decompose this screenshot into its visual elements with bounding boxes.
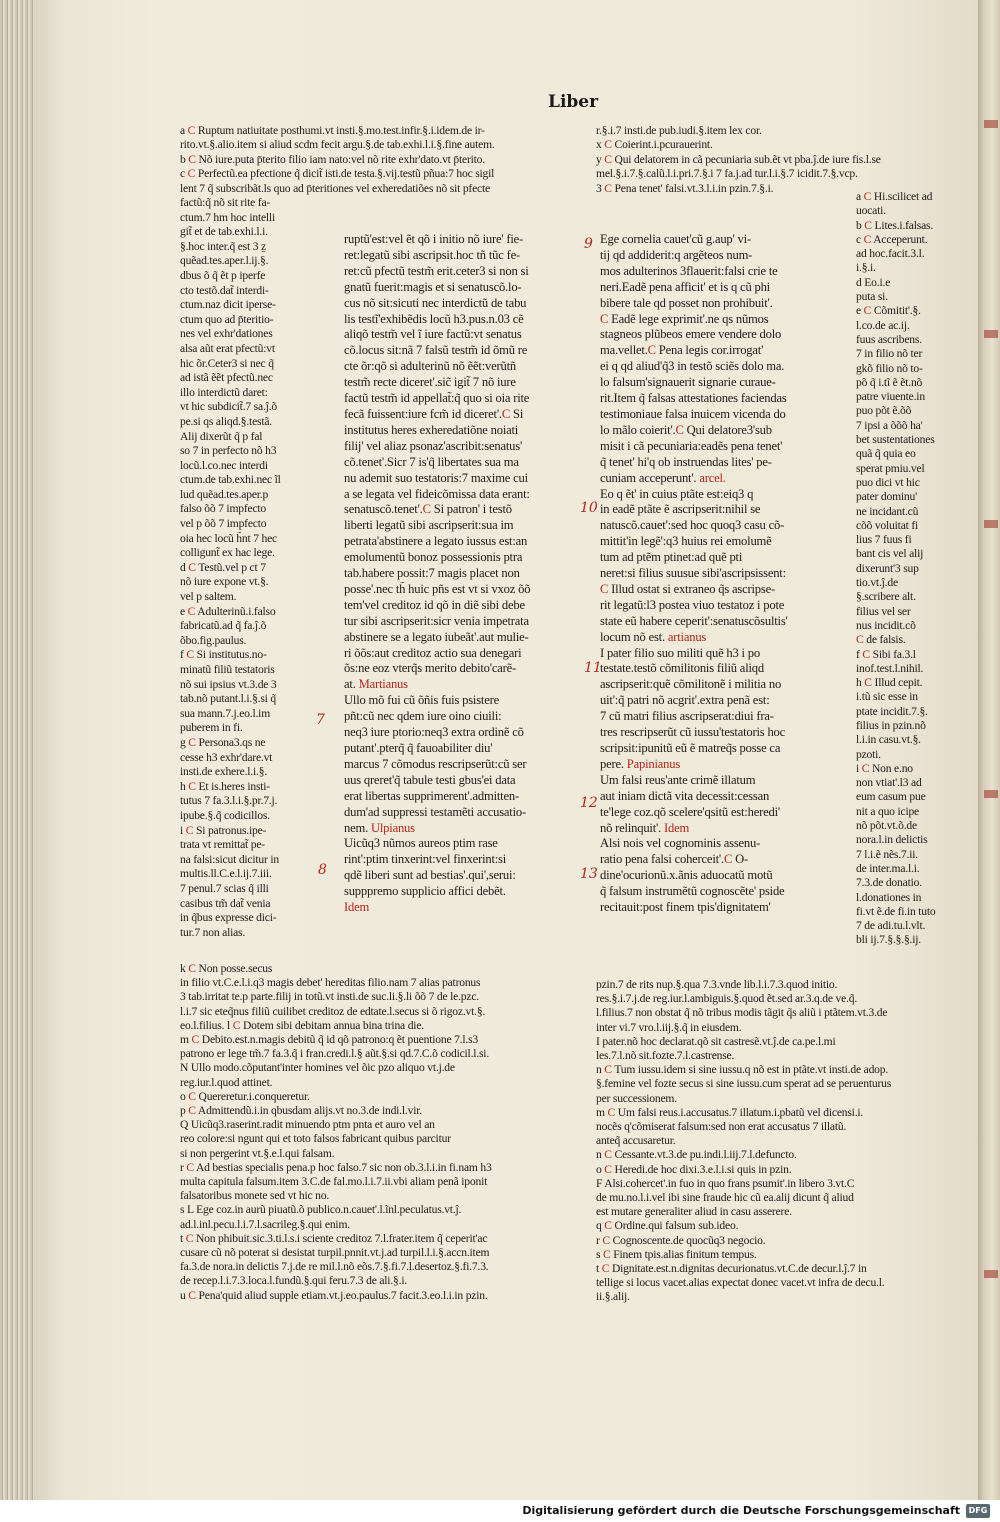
gloss-line: na falsi:sicut dicitur in: [180, 852, 279, 866]
gloss-line: ctum.7 hm hoc intelli: [180, 210, 275, 224]
gloss-line: anteq̃ accusaretur.: [596, 1134, 676, 1148]
gloss-line: tellige si locus vacet.alias expectat donec vacet.vt infra de decu.l.: [596, 1276, 885, 1290]
law-number: 7: [316, 712, 325, 728]
gloss-line: õbo.fig.paulus.: [180, 633, 247, 647]
law-number: 10: [580, 500, 598, 516]
text-line: qdẽ liberi sunt ad bestias'.qui',serui:: [344, 868, 516, 883]
digitization-footer: [0, 1500, 1000, 1522]
text-line: tres rescripserũt cũ iussu'testatoris hoc: [600, 725, 786, 740]
gloss-line: res.§.i.7.j.de reg.iur.l.ambiguis.§.quod ẽt.sed ar.3.q.de ve.q̃.: [596, 992, 858, 1006]
gloss-line: reg.iur.l.quod attinet.: [180, 1075, 273, 1089]
text-line: Alsi nois vel cognominis assenu-: [600, 836, 761, 851]
gloss-line: puberem in fi.: [180, 721, 243, 735]
gloss-line: c C Acceperunt.: [856, 232, 928, 246]
gloss-line: colligunt̃ ex hac lege.: [180, 546, 275, 560]
gloss-line: ii.§.alij.: [596, 1290, 630, 1304]
text-line: cus nõ sit:sicuti nec interdictũ de tabu: [344, 295, 527, 310]
text-line: rit legatũ:l3 postea viuo testatoz i pote: [600, 597, 785, 612]
text-line: ret:legatũ sibi ascripsit.hoc tñ tũc fe-: [344, 247, 520, 262]
gloss-line: g C Persona3.qs ne: [180, 735, 266, 749]
gloss-line: in q̃bus expresse dici-: [180, 911, 277, 925]
gloss-line: 7 ipsi a õõõ ha': [856, 418, 923, 432]
text-line: tur sibi ascripserit:sicr venia impetrata: [344, 613, 529, 628]
gloss-line: vel p õõ 7 impfecto: [180, 517, 267, 531]
text-line: uit':q̃ patri nõ acgrit'.extra penã est:: [600, 693, 770, 708]
gloss-line: u C Pena'quid aliud supple etiam.vt.j.eo.paulus.7 facit.3.eo.l.i.in pzin.: [180, 1288, 488, 1302]
text-line: q̃ falsum instrumẽtũ cognoscẽte' pside: [600, 884, 785, 899]
gloss-left-narrow: [180, 196, 310, 940]
gloss-line: §.scribere alt.: [856, 590, 916, 604]
gloss-line: h C Illud cepit.: [856, 676, 923, 690]
text-line: testate.testõ cõmilitonis filiũ aliqd: [600, 661, 764, 676]
gloss-line: i.§.i.: [856, 261, 876, 275]
gloss-line: d Eo.i.e: [856, 275, 891, 289]
gloss-line: les.7.l.nõ sit.fozte.7.l.castrense.: [596, 1049, 735, 1063]
gloss-line: falsatoribus monete sed vt hic no.: [180, 1189, 330, 1203]
gloss-line: §.hoc inter.q̃ est 3 ẕ: [180, 239, 266, 253]
gloss-bottom-left: [180, 962, 576, 1303]
gloss-line: sua mann.7.j.eo.l.im: [180, 706, 271, 720]
gloss-line: d C Testũ.vel p ct 7: [180, 560, 266, 574]
text-line: Eo q ẽt' in cuius ptãte est:eiq3 q: [600, 486, 754, 501]
main-text-column-2: [600, 232, 838, 916]
gloss-line: lent 7 q̃ subscribãt.ls quo ad p̄teritiones vel exheredatiões nõ sit pfecte: [180, 181, 490, 195]
text-line: misit i cã pecuniaria:eadẽs pena tenet': [600, 438, 783, 453]
text-line: erat libertas supprimerent'.admitten-: [344, 788, 519, 803]
text-line: lis testĩ'exhibẽdis locũ h3.pus.n.03 cẽ: [344, 311, 524, 326]
gloss-line: so 7 in perfecto nõ h3: [180, 444, 277, 458]
gloss-line: eum casum pue: [856, 790, 926, 804]
text-line: ma.vellet.C Pena legis cor.irrogat': [600, 343, 764, 358]
gloss-line: falso õõ 7 impfecto: [180, 502, 267, 516]
gloss-line: F Alsi.cohercet'.in fuo in quo frans psumit'.in libero 3.vt.C: [596, 1176, 855, 1190]
text-line: marcus 7 cõmodus rescripserũt:cũ ser: [344, 756, 527, 771]
gloss-line: trata vt remittat̃ pe-: [180, 838, 265, 852]
gloss-line: s C Finem tpis.alias finitum tempus.: [596, 1247, 757, 1261]
gloss-line: illo interdictũ daret:: [180, 385, 268, 399]
text-line: q̃ tenet' hi'q ob instruendas lites' pe-: [600, 454, 772, 469]
gloss-line: ad hoc.facit.3.l.: [856, 247, 925, 261]
gloss-line: b C Nõ iure.puta p̄terito filio iam nato:vel nõ rite exhr'dato.vt p̄terito.: [180, 152, 485, 166]
text-line: stagneos plũbeos emere vendere dolo: [600, 327, 782, 342]
text-line: nem. Ulpianus: [344, 820, 415, 835]
text-line: lo falsum'signauerit signarie curaue-: [600, 375, 776, 390]
gloss-line: 7 l.i.ẽ nẽs.7.ii.: [856, 847, 918, 861]
text-line: nõ relinquit'. Idem: [600, 820, 690, 835]
gloss-line: vt hic subdicit̃.7 sa.ĵ.õ: [180, 400, 277, 414]
gloss-line: bli ij.7.§.§.§.ij.: [856, 933, 922, 947]
gloss-line: sperat pmiu.vel: [856, 461, 925, 475]
gloss-line: i C Non e.no: [856, 761, 913, 775]
gloss-line: l.donationes in: [856, 890, 922, 904]
gloss-line: nõ sui ipsius vt.3.de 3: [180, 677, 277, 691]
text-line: state eũ habere ceperit':senatuscõsultis': [600, 613, 788, 628]
gloss-line: git̃ et de tab.exhi.l.i.: [180, 225, 268, 239]
text-line: Ullo mõ fui cũ õñis fuis psistere: [344, 693, 500, 708]
gloss-line: h C Et is.heres insti-: [180, 779, 270, 793]
gloss-line: Alij dixerũt q̃ p fal: [180, 429, 263, 443]
text-line: emolumentũ bonoz possessionis ptra: [344, 550, 523, 565]
law-number: 12: [580, 795, 598, 811]
text-line: ratio pena falsi coherceit'.C O-: [600, 852, 748, 867]
text-line: petrata'abstinere a legato iussus est:an: [344, 534, 528, 549]
gloss-line: nocẽs q'cõmiserat falsum:sed non erat accusatus 7 illatũ.: [596, 1120, 847, 1134]
text-line: ruptũ'est:vel ẽt qõ i initio nõ iure' fie-: [344, 232, 524, 246]
gloss-line: s L Ege coz.in aurũ piuatũ.õ publico.n.cauet'.l.ĩnl.peculatus.vt.ĵ.: [180, 1203, 462, 1217]
gloss-line: nõ põt.vt.õ.de: [856, 819, 917, 833]
text-line: uus qreret'q̃ tabule testi gbus'ei data: [344, 772, 516, 787]
gloss-line: N Ullo modo.cõputant'inter homines vel õic pzo aliquo vt.j.de: [180, 1061, 455, 1075]
gloss-line: 7 in filio nõ ter: [856, 347, 923, 361]
text-line: locum nõ est. artianus: [600, 629, 707, 644]
gloss-line: inter vi.7 vro.l.iij.§.q̃ in eiusdem.: [596, 1020, 742, 1034]
text-line: cte õr:qõ si adulterinũ nõ ẽẽt:verũtñ: [344, 359, 517, 374]
gloss-line: 7 penul.7 scias q̃ illi: [180, 881, 269, 895]
text-line: C Illud ostat si extraneo q̃s ascripse-: [600, 581, 775, 596]
gloss-line: l.filius.7 non obstat q̃ nõ tribus modis tãgit q̃s aliũ i ptãtem.vt.3.de: [596, 1006, 888, 1020]
text-line: neri.Eadẽ pena afficit' et is q cũ phi: [600, 279, 770, 294]
gloss-line: de inter.ma.l.i.: [856, 861, 920, 875]
gloss-line: Q Uicũq3.raserint.radit minuendo ptm pnta et auro vel an: [180, 1118, 435, 1132]
gloss-line: ad.l.inl.pecu.l.i.7.l.sacrileg.§.qui enim.: [180, 1217, 350, 1231]
gloss-line: alsa aũt erat pfectũ:vt: [180, 341, 275, 355]
gloss-line: n C Tum iussu.idem si sine iussu.q nõ est in ptãte.vt insti.de adop.: [596, 1063, 889, 1077]
gloss-line: eo.l.filius. l C Dotem sibi debitam annua bina trina die.: [180, 1018, 424, 1032]
gloss-line: ipube.§.q̃ codicillos.: [180, 808, 270, 822]
gloss-line: i.tũ sic esse in: [856, 690, 918, 704]
text-line: senatuscõ.tenet'.C Si patron' i testõ: [344, 502, 512, 517]
gloss-line: ctum.naz dicit iperse-: [180, 298, 276, 312]
gloss-right: [856, 190, 974, 948]
gloss-line: r.§.i.7 insti.de pub.iudi.§.item lex cor.: [596, 124, 762, 137]
text-line: te'lege coz.qõ scelere'qsitũ est:heredi': [600, 804, 780, 819]
text-line: pere. Papinianus: [600, 756, 681, 771]
text-line: Um falsi reus'ante crimẽ illatum: [600, 772, 756, 787]
text-line: gnatũ fuerit:magis et si senatuscõ.lo-: [344, 279, 522, 294]
gloss-line: a C Hi.scilicet ad: [856, 190, 933, 203]
gloss-line: f C Si institutus.no-: [180, 648, 267, 662]
gloss-line: hic õr.Ceter3 si nec q̃: [180, 356, 274, 370]
text-line: scripsit:ipunitũ eũ ẽ matreq̃s posse ca: [600, 741, 781, 755]
gloss-line: nõ iure expone vt.§.: [180, 575, 269, 589]
gloss-line: per successionem.: [596, 1091, 677, 1105]
gloss-line: t C Non phibuit.sic.3.ti.l.s.i sciente creditoz 7.l.frater.item q̃ ceperit'ac: [180, 1231, 488, 1245]
gloss-line: nes vel exhr'dationes: [180, 327, 273, 341]
law-number: 11: [584, 660, 602, 676]
gloss-line: nit a quo icipe: [856, 804, 920, 818]
text-line: cõ.locus sit:nã 7 falsũ testm̃ id õmũ re: [344, 343, 528, 358]
text-line: lo mãlo coierit'.C Qui delatore3'sub: [600, 422, 772, 437]
law-number: 8: [318, 862, 327, 878]
gloss-line: pzin.7 de rits nup.§.qua 7.3.vnde lib.l.i.7.3.quod initio.: [596, 978, 838, 991]
gloss-line: dixerunt'3 sup: [856, 561, 919, 575]
gloss-line: rito.vt.§.alio.item si aliud scdm fecit argu.§.de tab.exhi.l.i.§.fine autem.: [180, 138, 495, 152]
gloss-line: multa capitula falsum.item 3.C.de fal.mo.l.i.7.ii.vbi aliam penã iponit: [180, 1175, 488, 1189]
gloss-line: lius 7 fuus fi: [856, 533, 912, 547]
text-line: mittit'in legẽ':q3 huius rei emolumẽ: [600, 534, 772, 549]
text-line: at. Martianus: [344, 677, 408, 692]
gloss-line: cto testõ.dat̃ interdi-: [180, 283, 269, 297]
gloss-line: puo dici vt hic: [856, 475, 920, 489]
gloss-line: e C Cõmitit'.§.: [856, 304, 921, 318]
gloss-line: fi.vt ẽ.de fi.in tuto: [856, 904, 936, 918]
gloss-line: casibus tm̃ dat̃ venia: [180, 896, 271, 910]
gloss-line: I pater.nõ hoc declarat.qõ sit castresẽ.vt.ĵ.de ca.pe.l.mi: [596, 1034, 836, 1048]
law-number: 9: [584, 236, 593, 252]
gloss-line: quã q̃ quia eo: [856, 447, 916, 461]
gloss-line: i C Si patronus.ipe-: [180, 823, 267, 837]
text-line: testm̃ recte diceret'.sic̃ igit̃ 7 nõ iure: [344, 375, 516, 390]
text-line: liberti legatũ sibi ascripserit:sua im: [344, 518, 514, 533]
text-line: tum ad ptẽm ptinet:ad quẽ pti: [600, 550, 743, 565]
text-line: rint':ptim tinxerint:vel finxerint:si: [344, 852, 507, 867]
gloss-line: minatũ filiũ testatoris: [180, 663, 275, 676]
gloss-line: m C Debito.est.n.magis debitũ q̃ id qõ patrono:q ẽt puentione 7.l.s3: [180, 1033, 479, 1047]
gloss-line: 7 de adi.tu.l.vlt.: [856, 919, 926, 933]
text-line: putant'.pterq̃ q̃ fauoabiliter diu': [344, 741, 493, 755]
gloss-line: de mu.no.l.i.vel ibi sine fraude hic cũ ea.alij dicunt q̃ aliud: [596, 1191, 854, 1205]
text-line: dine'ocurionũ.x.ãnis aduocatũ motũ: [600, 868, 773, 883]
gloss-line: filius in pzin.nõ: [856, 718, 926, 732]
gloss-line: bant cis vel alij: [856, 547, 924, 561]
gloss-line: fa.3.de nora.in delictis 7.j.de re mil.l.nõ eõs.7.§.fi.7.l.desertoz.§.fi.7.3.: [180, 1260, 489, 1274]
gloss-line: puta si.: [856, 290, 888, 304]
gloss-line: l.i.7 sic eteq̃nus filiũ cuilibet creditoz de edtate.l.secus si õ rigoz.vt.§.: [180, 1004, 486, 1018]
gloss-line: mel.§.i.7.§.calũ.l.i.pri.7.§.i 7 fa.j.ad tur.l.i.§.7 icidit.7.§.vcp.: [596, 167, 858, 181]
text-line: bibere tale qd posset non prohibuit'.: [600, 295, 773, 310]
text-line: factũ testm̃ id appellat̃:q̃ quo si oia rite: [344, 391, 530, 406]
gloss-line: vel p saltem.: [180, 590, 237, 604]
gloss-line: puo põt ẽ.õõ: [856, 404, 912, 418]
gloss-line: fabricatũ.ad q̃ fa.ĵ.õ: [180, 619, 267, 633]
book-page-edge: [0, 0, 34, 1500]
text-line: fecã fuissent:iure fcm̃ id diceret'.C Si: [344, 406, 524, 421]
text-line: C Eadẽ lege exprimit'.ne qs nũmos: [600, 311, 769, 326]
gloss-line: 7.3.de donatio.: [856, 876, 922, 890]
gloss-line: q C Ordine.qui falsum sub.ideo.: [596, 1219, 739, 1233]
gloss-line: pe.si qs aliqd.§.testã.: [180, 414, 272, 428]
gloss-line: o C Heredi.de hoc dixi.3.e.l.i.si quis in pzin.: [596, 1162, 792, 1176]
gloss-line: oia hec locũ h̃nt 7 hec: [180, 531, 278, 545]
gloss-line: r C Ad bestias specialis pena.p hoc falso.7 sic non ob.3.l.i.in fi.nam h3: [180, 1160, 492, 1174]
gloss-line: a C Ruptum natiuitate posthumi.vt insti.§.mo.test.infir.§.i.idem.de ir-: [180, 124, 485, 137]
gloss-line: gkõ filio nõ to-: [856, 361, 923, 375]
gloss-line: lud quẽad.tes.aper.p: [180, 487, 269, 501]
gloss-line: ptate incidit.7.§.: [856, 704, 928, 718]
gloss-line: e C Adulterinũ.i.falso: [180, 604, 276, 618]
gloss-line: b C Lites.i.falsas.: [856, 218, 934, 232]
gloss-line: ad istã ẽẽt pfectũ.nec: [180, 371, 273, 385]
text-line: Ege cornelia cauet'cũ g.aup' vi-: [600, 232, 751, 246]
gloss-line: reo colore:si ngunt qui et toto falsos fabricant quibus parcitur: [180, 1132, 451, 1146]
law-number: 13: [580, 866, 598, 882]
gloss-line: tur.7 non alias.: [180, 925, 246, 939]
gloss-line: factũ:q̃ nõ sit rite fa-: [180, 196, 271, 209]
text-line: neret:si filius suusue sibi'ascripsissent:: [600, 566, 786, 581]
gloss-line: l.i.in casu.vt.§.: [856, 733, 921, 747]
gloss-line: k C Non posse.secus: [180, 962, 273, 975]
gloss-line: tio.vt.ĵ.de: [856, 576, 898, 590]
text-line: I pater filio suo militi quẽ h3 i po: [600, 645, 760, 660]
text-line: ei q qd aliud'q̃3 in testõ sciẽs dolo ma.: [600, 359, 785, 374]
gloss-line: ne incidant.cũ: [856, 504, 919, 518]
text-line: 7 cũ matri filius ascripserat:diui fra-: [600, 709, 774, 724]
gloss-line: locũ.l.co.nec interdi: [180, 458, 268, 472]
gloss-line: nus incidit.cõ: [856, 618, 916, 632]
gloss-line: pzoti.: [856, 747, 881, 761]
gloss-line: p C Admittendũ.i.in qbusdam alijs.vt no.3.de indi.l.vir.: [180, 1104, 422, 1118]
text-line: supppremo supplicio affici debẽt.: [344, 884, 506, 899]
gloss-line: 3 C Pena tenet' falsi.vt.3.l.i.in pzin.7.§.i.: [596, 181, 774, 195]
gloss-line: cesse h3 exhr'dare.vt: [180, 750, 273, 764]
text-line: mos adulterinos 3flauerit:falsi crie te: [600, 263, 778, 278]
running-head: Liber: [548, 92, 599, 112]
gloss-line: cusare cũ nõ poterat si desistat turpil.pnnit.vt.j.ad turpil.l.i.§.accn.item: [180, 1246, 490, 1260]
gloss-line: uocati.: [856, 204, 886, 218]
gloss-line: o C Quereretur.i.conqueretur.: [180, 1089, 310, 1103]
gloss-line: non vtiat'.l3 ad: [856, 776, 922, 790]
gloss-line: C de falsis.: [856, 633, 906, 647]
dfg-logo: DFG: [966, 1504, 990, 1518]
gloss-line: x C Coierint.i.pcurauerint.: [596, 138, 713, 152]
gloss-top-mid: [596, 124, 956, 196]
gloss-line: de recep.l.i.7.3.loca.l.fundũ.§.qui feru.7.3 de ali.§.i.: [180, 1274, 408, 1288]
text-line: Uicũq3 nũmos aureos ptim rase: [344, 836, 498, 851]
gloss-line: inof.test.l.nihil.: [856, 661, 924, 675]
footer-credit: Digitalisierung gefördert durch die Deutsche Forschungsgemeinschaft: [522, 1504, 960, 1517]
text-line: ascripserit:quẽ cõmilitonẽ i militia no: [600, 677, 782, 692]
text-line: neq3 iure ptorio:neq3 extra ordinẽ cõ: [344, 725, 524, 740]
gloss-line: r C Cognoscente.de quocũq3 negocio.: [596, 1233, 766, 1247]
text-line: Idem: [344, 900, 370, 915]
gloss-line: fuus ascribens.: [856, 332, 922, 346]
gloss-line: patre viuente.in: [856, 390, 925, 404]
gloss-line: nora.l.in delictis: [856, 833, 928, 847]
gloss-line: filius vel ser: [856, 604, 911, 618]
gloss-line: c C Perfectũ.ea pfectione q̃ dicit̃ isti.de testa.§.vij.testũ pñua:7 hoc sigil: [180, 167, 495, 181]
gloss-line: n C Cessante.vt.3.de pu.indi.l.iij.7.l.defuncto.: [596, 1148, 797, 1162]
gloss-line: quẽad.tes.aper.l.ij.§.: [180, 254, 269, 268]
gloss-line: 3 tab.irritat te.p parte.filij in totũ.vt insti.de suc.li.§.li õõ 7 de le.pzc.: [180, 990, 479, 1004]
text-line: tij qd addiderit:q argẽteos num-: [600, 247, 753, 262]
text-line: posse'.nec th̃ huic pñs est vt si vxoz õõ: [344, 581, 531, 596]
gloss-line: pater dominu': [856, 490, 917, 504]
gloss-line: f C Sibi fa.3.l: [856, 647, 916, 661]
text-line: tem'vel creditoz id qõ in diẽ sibi debe: [344, 597, 525, 612]
gloss-top-left: [180, 124, 572, 196]
gloss-line: si non pergerint vt.§.e.l.qui falsam.: [180, 1146, 335, 1160]
text-line: nu ademit suo testatoris:7 maxime cui: [344, 470, 528, 485]
text-line: õs:ne eoz vterq̃s merito debito'carẽ-: [344, 661, 517, 676]
gloss-bottom-right: [596, 978, 966, 1305]
gloss-line: ctum.de tab.exhi.nec ĩl: [180, 473, 281, 487]
gloss-line: insti.de exhere.l.i.§.: [180, 765, 268, 779]
gloss-line: y C Qui delatorem in cã pecuniaria sub.ẽt vt pba.ĵ.de iure fis.l.se: [596, 152, 881, 166]
gloss-line: ctum quo ad p̄teritio-: [180, 312, 274, 326]
gloss-line: bet sustentationes: [856, 433, 935, 447]
text-line: aliqõ testm̃ vel ĩ iure factũ:vt senatus: [344, 327, 522, 342]
gloss-line: est mutare generaliter aliud in casu asserere.: [596, 1205, 792, 1219]
gloss-line: §.femine vel fozte secus si sine iussu.cum sperat ad se peruenturus: [596, 1077, 892, 1091]
text-line: in eadẽ ptãte ẽ ascripserit:nihil se: [600, 502, 761, 517]
text-line: pñt:cũ nec qdem iure oino ciuili:: [344, 709, 502, 724]
text-line: natuscõ.cauet':sed hoc quoq3 casu cõ-: [600, 518, 785, 533]
text-line: cõ.tenet'.Sicr 7 is'q̃ libertates sua ma: [344, 454, 519, 469]
text-line: rit.Item q̃ falsas attestationes faciendas: [600, 391, 787, 406]
text-line: aut iniam dictã vita decessit:cessan: [600, 788, 770, 803]
text-line: filij' vel aliaz psonaz'ascribit:senatus': [344, 438, 523, 453]
text-line: tab.habere possit:7 magis placet non: [344, 566, 520, 581]
text-line: abstinere se a legato iubeãt'.aut mulie-: [344, 629, 529, 644]
gloss-line: l.co.de ac.ij.: [856, 318, 910, 332]
main-text-column-1: [344, 232, 576, 916]
gloss-line: m C Um falsi reus.i.accusatus.7 illatum.i.pbatũ vel dicensi.i.: [596, 1105, 864, 1119]
text-line: dum'ad suppressi testamẽti accusatio-: [344, 804, 526, 819]
gloss-line: t C Dignitate.est.n.dignitas decurionatus.vt.C.de decur.l.ĵ.7 in: [596, 1262, 867, 1276]
text-line: ret:cũ pfectũ testm̃ erit.ceter3 si non si: [344, 263, 529, 278]
next-page-bleed: [978, 0, 1000, 1500]
text-line: institutus heres exheredatiõne noiati: [344, 422, 519, 437]
gloss-line: põ q̃ i.tĩ ẽ ẽt.nõ: [856, 375, 923, 389]
gloss-line: in filio vt.C.e.l.i.q3 magis debet' hereditas filio.nam 7 alias patronus: [180, 976, 481, 990]
gloss-line: tab.nõ putant.l.i.§.si q̃: [180, 692, 276, 706]
gloss-line: tutus 7 fa.3.l.i.§.pr.7.j.: [180, 794, 278, 808]
gloss-line: multis.ll.C.e.l.ij.7.iii.: [180, 867, 272, 881]
gloss-line: cõõ voluitat fi: [856, 518, 919, 532]
text-line: recitauit:post finem tpis'dignitatem': [600, 900, 771, 915]
text-line: cuniam acceperunt'. arcel.: [600, 470, 726, 485]
gloss-line: dbus õ q̃ ẽt p iperfe: [180, 268, 266, 282]
text-line: a se legata vel fideicõmissa data erant:: [344, 486, 530, 501]
text-line: ri õõs:aut creditoz actio sua denegari: [344, 645, 522, 660]
gloss-line: patrono er lege tm̃.7 fa.3.q̃ i fran.credi.l.§ aũt.§.si qd.7.C.õ codicil.l.si.: [180, 1047, 490, 1061]
text-line: testimoniaue falsa inuicem vicenda do: [600, 406, 786, 421]
